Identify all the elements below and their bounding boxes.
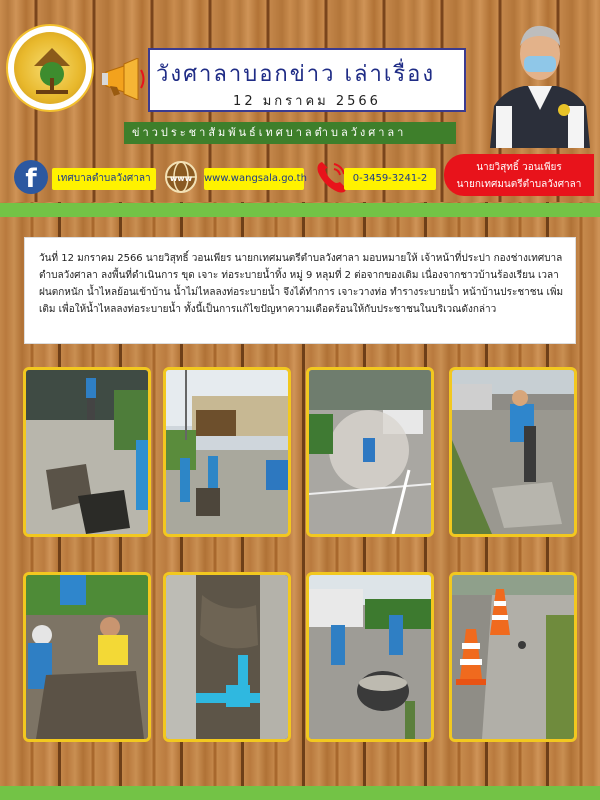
- article-body: วันที่ 12 มกราคม 2566 นายวิสุทธิ์ วอนเพียร นายกเทศมนตรีตำบลวังศาลา มอบหมายให้ เจ้าหน้าที่ประปา กองช่างเทศบาลตำบลวังศาลา ลงพื้นที่ดำเนินการ ขุด เจาะ ท่อระบายน้ำทิ้ง หมู่ 9 หลุมที่ 2 ต่อจากของเดิม เนื่องจากชาวบ้านร้องเรียน เวลาฝนตกหนัก น้ำไหลย้อนเข้าบ้าน น้ำไม่ไหลลงท่อระบายน้ำ จึงได้ทำการ เจาะวางท่อ ทำรางระบายน้ำ หน้าบ้านประชาชน เพิ่มเติม เพื่อให้น้ำไหลลงท่อระบายน้ำ ทั้งนี้เป็นการแก้ไขปัญหาความเดือดร้อนให้กับประชาชนในบริเวณดังกล่าว: [39, 253, 564, 315]
- mayor-name: นายวิสุทธิ์ วอนเพียร: [476, 162, 562, 173]
- mayor-name-box: [444, 154, 594, 196]
- facebook-page-label: เทศบาลตำบลวังศาลา: [52, 168, 156, 190]
- divider-bottom: [0, 786, 600, 800]
- subtitle-bar: ข่าวประชาสัมพันธ์เทศบาลตำบลวังศาลา: [124, 122, 456, 144]
- svg-text:www: www: [169, 174, 193, 183]
- website-label: www.wangsala.go.th: [204, 168, 304, 190]
- photo-8: [449, 572, 577, 742]
- facebook-icon: f: [14, 160, 48, 194]
- divider-top: [0, 203, 600, 217]
- article-card: [24, 237, 576, 344]
- photo-7: [306, 572, 434, 742]
- mayor-portrait: [484, 10, 596, 148]
- phone-number-label: 0-3459-3241-2: [344, 168, 436, 190]
- title-box: [148, 48, 466, 112]
- page-title: วังศาลาบอกข่าว เล่าเรื่อง: [156, 62, 436, 87]
- www-globe-icon: [164, 160, 198, 194]
- megaphone-icon: [100, 58, 148, 100]
- news-date: 12 มกราคม 2566: [233, 94, 381, 109]
- photo-4: [449, 367, 577, 537]
- photo-5: [23, 572, 151, 742]
- photo-2: [163, 367, 291, 537]
- mayor-position: นายกเทศมนตรีตำบลวังศาลา: [456, 179, 582, 190]
- municipality-seal-icon: [6, 24, 94, 112]
- phone-icon: [314, 158, 348, 194]
- photo-6: [163, 572, 291, 742]
- photo-1: [23, 367, 151, 537]
- photo-3: [306, 367, 434, 537]
